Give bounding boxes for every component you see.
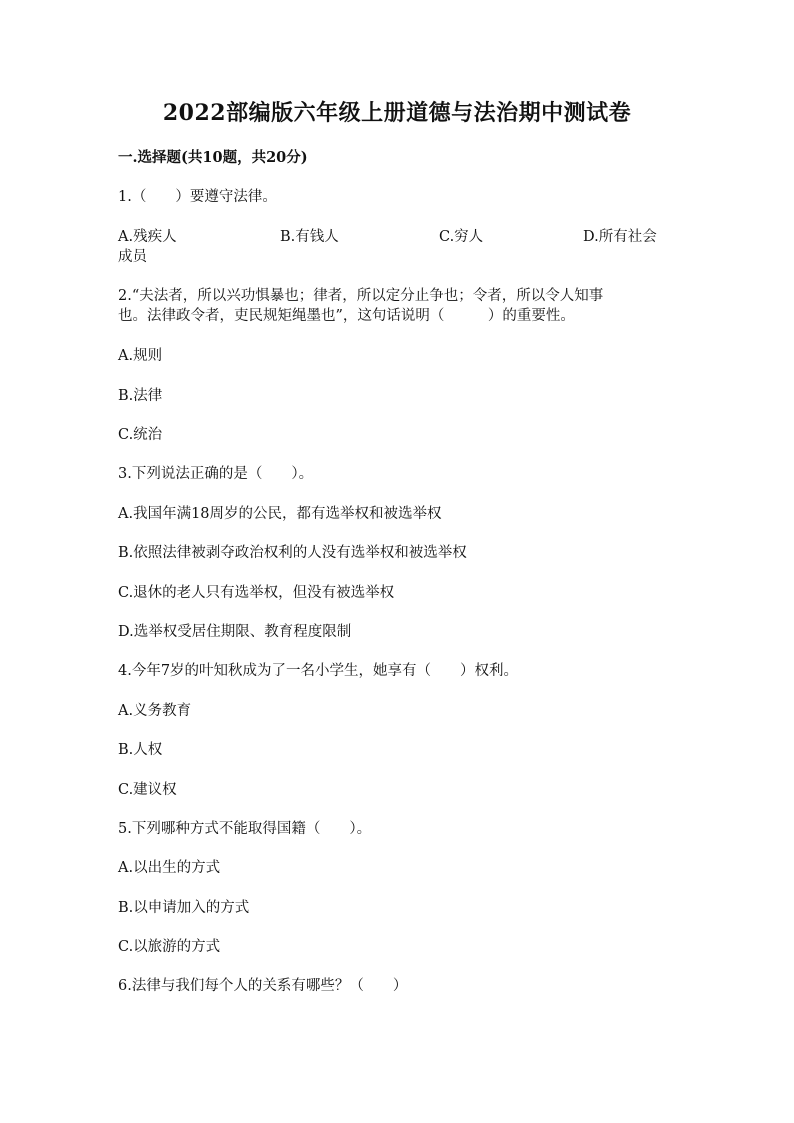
question-3-option-d: D.选举权受居住期限、教育程度限制 [118, 624, 352, 640]
question-1-option-a: A.残疾人 [118, 229, 177, 245]
question-6-stem: 6.法律与我们每个人的关系有哪些？（ ） [118, 978, 408, 994]
question-4-option-a: A.义务教育 [118, 703, 192, 719]
question-1-option-c: C.穷人 [439, 229, 484, 245]
question-3-stem: 3.下列说法正确的是（ ）。 [118, 466, 314, 482]
question-5-option-a: A.以出生的方式 [118, 860, 221, 876]
question-1-option-d: D.所有社会 [583, 229, 657, 245]
question-3-option-b: B.依照法律被剥夺政治权利的人没有选举权和被选举权 [118, 545, 467, 561]
question-5-stem: 5.下列哪种方式不能取得国籍（ ）。 [118, 821, 372, 837]
question-1-option-b: B.有钱人 [280, 229, 339, 245]
question-1-stem: 1.（ ）要遵守法律。 [118, 189, 277, 205]
question-4-option-c: C.建议权 [118, 782, 177, 798]
question-5-option-b: B.以申请加入的方式 [118, 900, 250, 916]
question-2-stem-line1: 2.“夫法者，所以兴功惧暴也；律者，所以定分止争也；令者，所以令人知事 [118, 288, 604, 304]
question-4-option-b: B.人权 [118, 742, 163, 758]
page-title: 2022部编版六年级上册道德与法治期中测试卷 [162, 100, 632, 126]
section-heading: 一.选择题(共10题，共20分) [118, 149, 308, 166]
question-3-option-c: C.退休的老人只有选举权，但没有被选举权 [118, 585, 395, 601]
question-2-stem-line2: 也。法律政令者，吏民规矩绳墨也”，这句话说明（ ）的重要性。 [118, 308, 575, 324]
question-2-option-c: C.统治 [118, 427, 163, 443]
question-1-option-d-wrap: 成员 [118, 249, 147, 265]
question-3-option-a: A.我国年满18周岁的公民，都有选举权和被选举权 [118, 506, 442, 522]
question-2-option-a: A.规则 [118, 348, 163, 364]
question-2-option-b: B.法律 [118, 388, 163, 404]
question-4-stem: 4.今年7岁的叶知秋成为了一名小学生，她享有（ ）权利。 [118, 663, 519, 679]
question-5-option-c: C.以旅游的方式 [118, 939, 221, 955]
